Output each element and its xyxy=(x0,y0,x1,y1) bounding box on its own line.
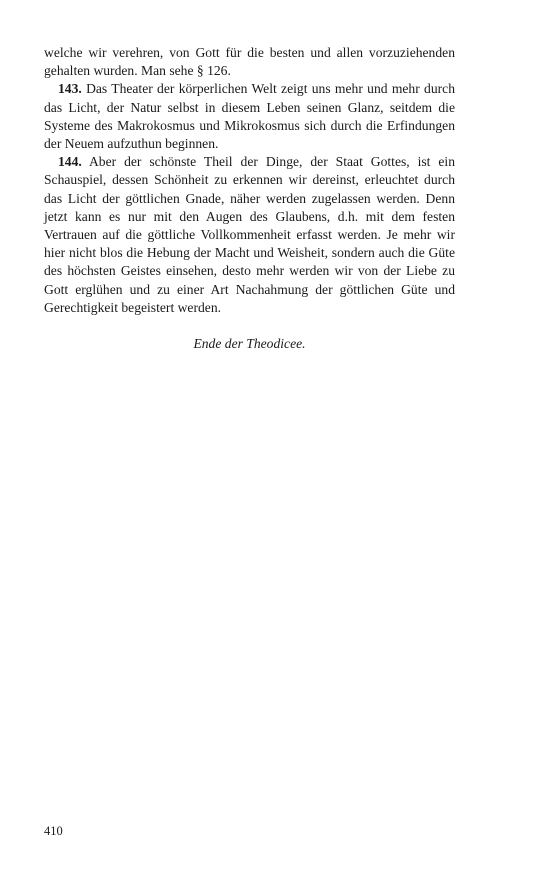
paragraph-number: 143. xyxy=(58,81,82,97)
paragraph-text: Aber der schönste Theil der Dinge, der Staat Gottes, ist ein Schauspiel, dessen Schönheit zu erkennen wir dereinst, erleuchtet durch das Licht der göttlichen Gnade, näher werden zugelassen werden. Denn jetzt kann es nur mit den Augen des Glaubens, d.h. mit dem festen Vertrauen auf die göttliche Vollkommenheit erfasst werden. Je mehr wir hier nicht blos die Hebung der Macht und Weisheit, sondern auch die Güte des höchsten Geistes einsehen, desto mehr werden wir von der Liebe zu Gott erglühen und zu einer Art Nachahmung der göttlichen Güte und Gerechtigkeit begeistert werden. xyxy=(44,154,455,315)
paragraph-text: Das Theater der körperlichen Welt zeigt uns mehr und mehr durch das Licht, der Natur selbst in diesem Leben seinen Glanz, seitdem die Systeme des Makrokosmus und Mikrokosmus sich durch die Erfindungen der Neuem aufzuthun beginnen. xyxy=(44,81,455,152)
paragraph-text: welche wir verehren, von Gott für die besten und allen vorzuziehenden gehalten wurden. Man sehe § 126. xyxy=(44,45,455,79)
paragraph-continuation xyxy=(44,44,455,80)
page-body xyxy=(44,44,455,353)
paragraph-143 xyxy=(44,80,455,153)
page-number: 410 xyxy=(44,824,63,838)
paragraph-number: 144. xyxy=(58,154,82,170)
ending-line: Ende der Theodicee. xyxy=(193,336,306,352)
paragraph-144 xyxy=(44,153,455,317)
